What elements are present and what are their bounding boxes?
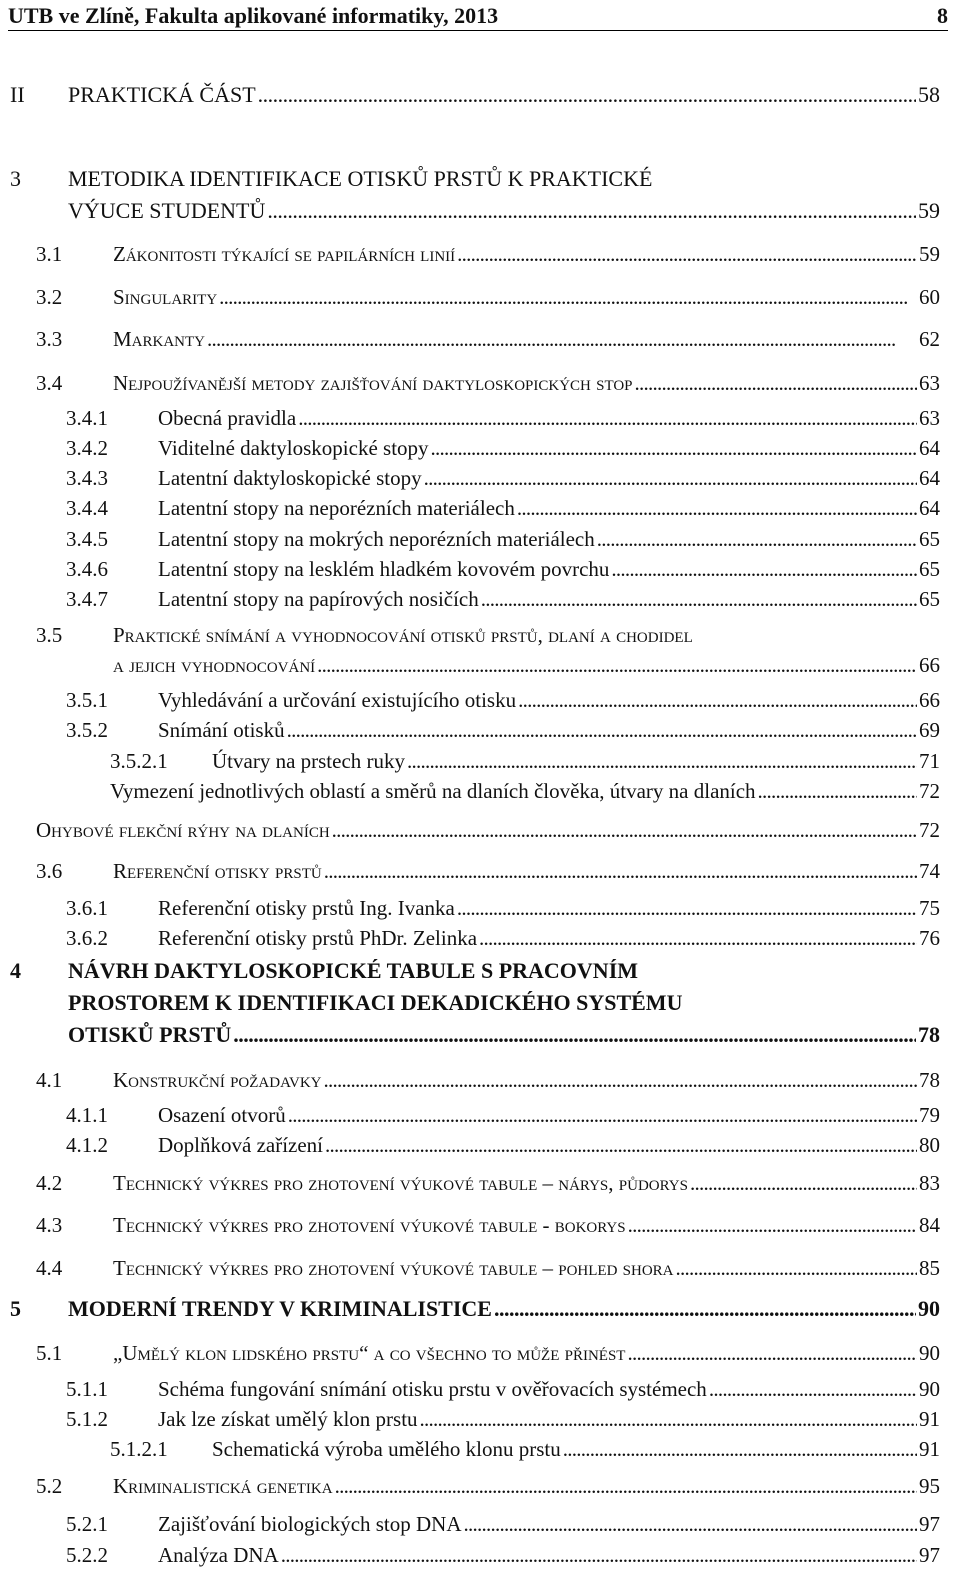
toc-leader-dots [258,82,916,108]
toc-number: 3.4.6 [66,557,108,581]
toc-entry-4-1-2[interactable] [66,1132,940,1158]
toc-page: 91 [919,1437,940,1461]
toc-entry-3-4-5[interactable] [66,526,940,552]
toc-title: Referenční otisky prstů Ing. Ivanka [158,896,455,920]
toc-page: 90 [918,1296,940,1321]
toc-number: 5.1.1 [66,1377,108,1401]
toc-page: 85 [919,1256,940,1280]
toc-page: 97 [919,1512,940,1536]
toc-leader-dots [431,435,917,461]
toc-number: 5 [10,1296,21,1321]
toc-page: 60 [919,285,940,309]
toc-page: 71 [919,749,940,773]
toc-leader-dots [494,1296,916,1322]
toc-page: 78 [919,1068,940,1092]
toc-entry-4-3[interactable] [36,1212,940,1238]
toc-number: 4.1 [36,1068,63,1092]
header-title: UTB ve Zlíně, Fakulta aplikované informatiky, 2013 [8,3,499,28]
toc-title: MODERNÍ TRENDY V KRIMINALISTICE [68,1296,492,1321]
toc-entry-3-4-4[interactable] [66,495,940,521]
toc-number: 3.4.4 [66,496,108,520]
toc-title: Latentní stopy na lesklém hladkém kovovém povrchu [158,557,610,581]
toc-page: 58 [918,82,940,107]
toc-title: Latentní stopy na neporézních materiálech [158,496,515,520]
toc-leader-dots [457,895,917,921]
page-header [8,0,948,31]
toc-number: 3.3 [36,327,63,351]
toc-leader-dots [758,778,917,804]
toc-title: Technický výkres pro zhotovení výukové tabule – pohled shora [113,1256,674,1280]
toc-page: 59 [919,242,940,266]
toc-leader-dots [627,1340,917,1366]
toc-entry-3-5-1[interactable] [66,687,940,713]
toc-title: Latentní daktyloskopické stopy [158,466,422,490]
toc-page: 65 [919,557,940,581]
toc-number: 3.4 [36,371,63,395]
toc-page: 78 [918,1022,940,1047]
toc-page: 75 [919,896,940,920]
toc-number: 4.1.1 [66,1103,108,1127]
toc-page: 63 [919,371,940,395]
toc-page: 63 [919,406,940,430]
toc-title: „Umělý klon lidského prstu“ a co všechno to může přinést [113,1341,626,1365]
toc-entry-5-1-1[interactable] [66,1376,940,1402]
toc-entry-3-4-1[interactable] [66,405,940,431]
toc-entry-3-3[interactable] [36,326,940,352]
toc-title: Doplňková zařízení [158,1133,324,1157]
toc-page: 65 [919,587,940,611]
toc-entry-4-1[interactable] [36,1067,940,1093]
toc-title: Osazení otvorů [158,1103,286,1127]
toc-leader-dots [267,198,916,224]
toc-page: 90 [919,1341,940,1365]
toc-page: 66 [919,688,940,712]
toc-entry-3-4-6[interactable] [66,556,940,582]
toc-entry-3-6-1[interactable] [66,895,940,921]
toc-leader-dots [611,556,917,582]
toc-entry-5-1-2[interactable] [66,1406,940,1432]
toc-leader-dots [332,817,917,843]
toc-leader-dots [517,495,917,521]
toc-title: a jejich vyhodnocování [113,653,316,677]
toc-leader-dots [407,748,917,774]
toc-title: Markanty [113,327,206,351]
toc-title: Zákonitosti týkající se papilárních linií [113,242,456,266]
toc-page: 80 [919,1133,940,1157]
toc-page: 62 [919,327,940,351]
toc-entry-5-2-1[interactable] [66,1511,940,1537]
toc-page: 84 [919,1213,940,1237]
toc-entry-4-1-1[interactable] [66,1102,940,1128]
toc-leader-dots [324,1067,918,1093]
toc-leader-dots [628,1212,917,1238]
toc-entry-vymezeni[interactable] [110,778,940,804]
toc-number: 5.1 [36,1341,63,1365]
toc-page: 72 [919,779,940,803]
toc-title: Nejpoužívanější metody zajišťování daktyloskopických stop [113,371,633,395]
toc-number: 3.6.2 [66,926,108,950]
toc-entry-5-2-2[interactable] [66,1542,940,1568]
toc-entry-3-4-2[interactable] [66,435,940,461]
toc-title: Schematická výroba umělého klonu prstu [212,1437,561,1461]
toc-entry-chapter-5[interactable] [10,1296,940,1322]
toc-number: 3.4.3 [66,466,108,490]
toc-title: Jak lze získat umělý klon prstu [158,1407,418,1431]
toc-entry-3-6[interactable] [36,858,940,884]
toc-leader-dots [457,241,917,267]
toc-number: 3.4.5 [66,527,108,551]
toc-leader-dots [420,1406,917,1432]
toc-title: Vyhledávání a určování existujícího otisku [158,688,517,712]
toc-entry-5-2[interactable] [36,1473,940,1499]
toc-leader-dots [298,405,917,431]
toc-entry-part-2[interactable] [10,82,940,108]
toc-title: Schéma fungování snímání otisku prstu v ověřovacích systémech [158,1377,707,1401]
toc-leader-dots [464,1511,917,1537]
toc-leader-dots [287,717,917,743]
toc-page: 72 [919,818,940,842]
toc-title: Referenční otisky prstů PhDr. Zelinka [158,926,478,950]
header-page-number: 8 [937,3,948,28]
toc-leader-dots [288,1102,917,1128]
toc-entry-3-1[interactable] [36,241,940,267]
toc-leader-dots [563,1436,917,1462]
toc-title: Analýza DNA [158,1543,279,1567]
toc-page: 79 [919,1103,940,1127]
toc-leader-dots [690,1170,917,1196]
toc-leader-dots [219,284,917,310]
toc-page: 76 [919,926,940,950]
toc-entry-3-5-2-1[interactable] [110,748,940,774]
toc-page: 83 [919,1171,940,1195]
toc-leader-dots [233,1022,916,1048]
toc-number: 3.5 [36,623,63,647]
toc-title: Konstrukční požadavky [113,1068,322,1092]
toc-entry-3-4[interactable] [36,370,940,396]
toc-page: 59 [918,198,940,223]
toc-title: Útvary na prstech ruky [212,749,406,773]
toc-number: 3.5.2.1 [110,749,168,773]
toc-number: 3.4.1 [66,406,108,430]
toc-entry-3-4-3[interactable] [66,465,940,491]
toc-number: 3.4.7 [66,587,108,611]
toc-number: 5.1.2 [66,1407,108,1431]
toc-title-line1: NÁVRH DAKTYLOSKOPICKÉ TABULE S PRACOVNÍM [68,958,639,983]
toc-leader-dots [325,1132,917,1158]
toc-title-line2: PROSTOREM K IDENTIFIKACI DEKADICKÉHO SYSTÉMU [68,990,683,1015]
toc-entry-5-1-2-1[interactable] [110,1436,940,1462]
toc-number: 5.2.2 [66,1543,108,1567]
toc-entry-3-5[interactable] [36,623,940,678]
toc-title: Vymezení jednotlivých oblastí a směrů na dlaních člověka, útvary na dlaních [110,779,756,803]
toc-entry-5-1[interactable] [36,1340,940,1366]
toc-page: 91 [919,1407,940,1431]
toc-number: 3.5.2 [66,718,108,742]
toc-title: VÝUCE STUDENTŮ [68,198,266,223]
toc-leader-dots [281,1542,917,1568]
toc-title: Technický výkres pro zhotovení výukové tabule – nárys, půdorys [113,1171,688,1195]
toc-title: Kriminalistická genetika [113,1474,333,1498]
toc-page: 66 [919,653,940,677]
toc-number: 4.2 [36,1171,63,1195]
toc-title: Snímání otisků [158,718,285,742]
toc-leader-dots [709,1376,917,1402]
toc-number: 3.6 [36,859,63,883]
toc-title-line1: METODIKA IDENTIFIKACE OTISKŮ PRSTŮ K PRAKTICKÉ [68,166,653,191]
toc-number: 3.4.2 [66,436,108,460]
toc-leader-dots [481,586,917,612]
toc-number: 3.1 [36,242,63,266]
toc-number: 3.2 [36,285,63,309]
toc-number: II [10,82,25,107]
toc-number: 4 [10,958,21,983]
toc-page: 64 [919,496,940,520]
toc-leader-dots [324,858,917,884]
toc-title: Viditelné daktyloskopické stopy [158,436,429,460]
toc-title: Latentní stopy na mokrých neporézních materiálech [158,527,595,551]
toc-leader-dots [635,370,917,396]
toc-title: Singularity [113,285,218,309]
toc-entry-4-4[interactable] [36,1255,940,1281]
toc-page: 95 [919,1474,940,1498]
toc-entry-ohybove[interactable] [36,817,940,843]
toc-entry-3-5-2[interactable] [66,717,940,743]
toc-page: 90 [919,1377,940,1401]
toc-title: Zajišťování biologických stop DNA [158,1512,462,1536]
toc-title: Latentní stopy na papírových nosičích [158,587,479,611]
toc-number: 5.1.2.1 [110,1437,168,1461]
toc-title: Referenční otisky prstů [113,859,322,883]
toc-title: Obecná pravidla [158,406,297,430]
toc-number: 4.1.2 [66,1133,108,1157]
toc-leader-dots [424,465,917,491]
toc-title: PRAKTICKÁ ČÁST [68,82,256,107]
toc-page: 74 [919,859,940,883]
toc-leader-dots [676,1255,917,1281]
toc-entry-4-2[interactable] [36,1170,940,1196]
toc-number: 5.2 [36,1474,63,1498]
toc-leader-dots [479,925,917,951]
toc-leader-dots [518,687,917,713]
toc-page: 65 [919,527,940,551]
toc-number: 3 [10,166,21,191]
toc-leader-dots [207,326,917,352]
toc-number: 3.6.1 [66,896,108,920]
toc-title: Ohybové flekční rýhy na dlaních [36,818,330,842]
toc-title-line1: Praktické snímání a vyhodnocování otisků prstů, dlaní a chodidel [113,623,693,647]
toc-number: 4.4 [36,1256,63,1280]
toc-title: Technický výkres pro zhotovení výukové tabule - bokorys [113,1213,626,1237]
toc-number: 4.3 [36,1213,63,1237]
toc-leader-dots [317,652,917,678]
toc-entry-chapter-3[interactable] [10,166,940,224]
toc-entry-3-4-7[interactable] [66,586,940,612]
toc-entry-3-2[interactable] [36,284,940,310]
toc-number: 5.2.1 [66,1512,108,1536]
toc-number: 3.5.1 [66,688,108,712]
toc-page: 64 [919,436,940,460]
toc-page: 97 [919,1543,940,1567]
toc-page: 64 [919,466,940,490]
toc-title: OTISKŮ PRSTŮ [68,1022,232,1047]
toc-leader-dots [335,1473,917,1499]
toc-leader-dots [597,526,917,552]
toc-entry-3-6-2[interactable] [66,925,940,951]
toc-page: 69 [919,718,940,742]
toc-entry-chapter-4[interactable] [10,958,940,1048]
